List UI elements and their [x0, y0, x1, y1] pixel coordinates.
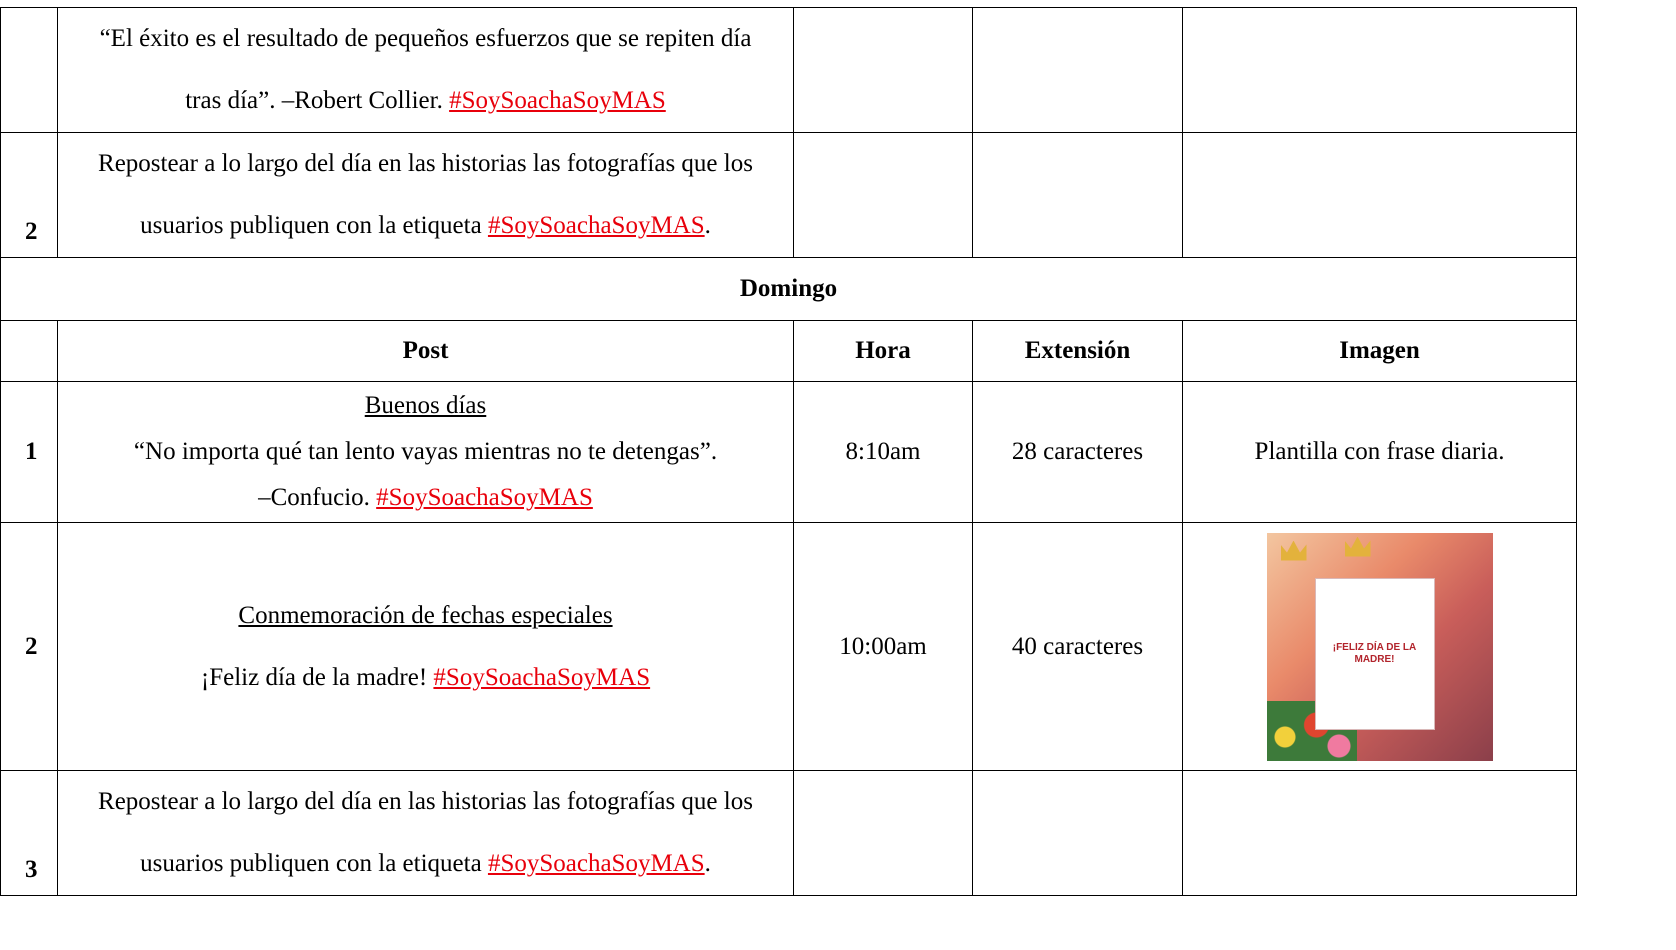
post-cell [58, 382, 794, 523]
post-text: ¡Feliz día de la madre! #SoySoachaSoyMAS [200, 663, 651, 691]
hora-cell [794, 133, 973, 258]
header-row [1, 321, 1577, 382]
hashtag-link[interactable]: #SoySoachaSoyMAS [433, 663, 651, 691]
post-cell [58, 523, 794, 771]
quote-line: “El éxito es el resultado de pequeños esfuerzos que se repiten día [99, 25, 752, 52]
hashtag-link[interactable]: #SoySoachaSoyMAS [487, 850, 705, 877]
imagen-cell [1183, 771, 1577, 896]
hora-cell: 10:00am [794, 523, 973, 771]
post-cell [58, 133, 794, 258]
repost-line: usuarios publiquen con la etiqueta #SoySoachaSoyMAS. [140, 850, 711, 877]
row-number: 2 [1, 133, 58, 258]
post-cell [58, 771, 794, 896]
post-cell [58, 8, 794, 133]
header-empty [1, 321, 58, 382]
table-row [1, 8, 1577, 133]
hora-cell [794, 771, 973, 896]
header-extension: Extensión [973, 321, 1183, 382]
imagen-cell: Plantilla con frase diaria. [1183, 382, 1577, 523]
extension-cell [973, 8, 1183, 133]
post-title: Buenos días [364, 392, 487, 419]
row-number-cell [1, 8, 58, 133]
repost-line: Repostear a lo largo del día en las historias las fotografías que los [98, 150, 753, 177]
hora-cell [794, 8, 973, 133]
extension-cell [973, 133, 1183, 258]
extension-cell: 28 caracteres [973, 382, 1183, 523]
imagen-cell [1183, 523, 1577, 771]
header-post: Post [58, 321, 794, 382]
repost-line: usuarios publiquen con la etiqueta #SoySoachaSoyMAS. [140, 212, 711, 239]
table-row [1, 382, 1577, 523]
row-number: 1 [1, 382, 58, 523]
post-text: “No importa qué tan lento vayas mientras no te detengas”. [133, 438, 718, 465]
section-row [1, 258, 1577, 321]
imagen-cell [1183, 8, 1577, 133]
header-hora: Hora [794, 321, 973, 382]
repost-line: Repostear a lo largo del día en las historias las fotografías que los [98, 788, 753, 815]
mothers-day-image [1267, 533, 1493, 761]
table-row [1, 523, 1577, 771]
hashtag-link[interactable]: #SoySoachaSoyMAS [449, 87, 666, 114]
post-text: –Confucio. #SoySoachaSoyMAS [258, 484, 593, 511]
content-calendar-table [0, 7, 1577, 896]
hora-cell: 8:10am [794, 382, 973, 523]
table-row [1, 771, 1577, 896]
row-number: 3 [1, 771, 58, 896]
hashtag-link[interactable]: #SoySoachaSoyMAS [487, 212, 705, 239]
row-number: 2 [1, 523, 58, 771]
imagen-cell [1183, 133, 1577, 258]
extension-cell: 40 caracteres [973, 523, 1183, 771]
quote-line: tras día”. –Robert Collier. #SoySoachaSoyMAS [185, 87, 666, 114]
mothers-day-card [1315, 578, 1435, 730]
extension-cell [973, 771, 1183, 896]
crown-icon [1281, 541, 1307, 561]
section-title: Domingo [1, 258, 1577, 321]
table-row [1, 133, 1577, 258]
hashtag-link[interactable]: #SoySoachaSoyMAS [376, 484, 593, 511]
header-imagen: Imagen [1183, 321, 1577, 382]
post-title: Conmemoración de fechas especiales [238, 601, 613, 629]
card-caption: ¡FELIZ DÍA DE LA MADRE! [1332, 641, 1417, 665]
crown-icon [1345, 537, 1371, 557]
